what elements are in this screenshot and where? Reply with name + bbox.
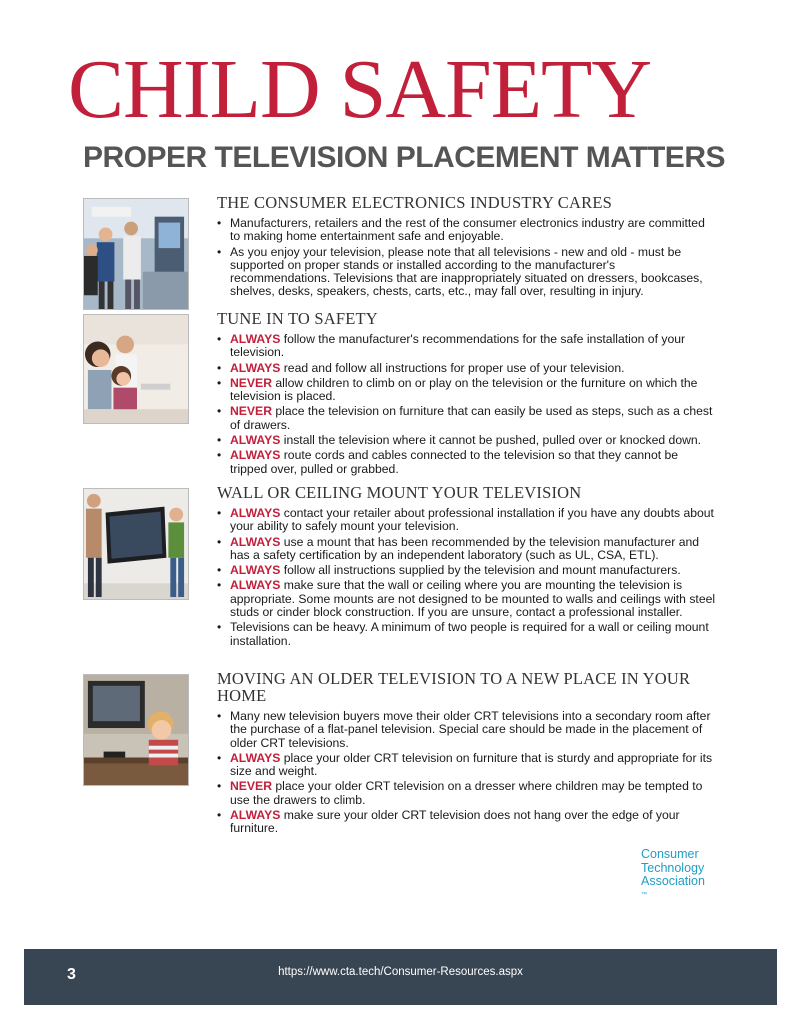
section-heading: TUNE IN TO SAFETY — [217, 309, 378, 328]
logo-line-3 — [641, 875, 705, 902]
section-heading: MOVING AN OLDER TELEVISION TO A NEW PLACE IN YOUR HOME — [217, 669, 691, 705]
item-text: read and follow all instructions for proper use of your television. — [280, 360, 625, 375]
keyword: ALWAYS — [230, 808, 281, 823]
cta-logo — [641, 848, 705, 902]
item-text: route cords and cables connected to the television so that they cannot be tripped over, pulled or grabbed. — [230, 448, 679, 476]
item-text: Televisions can be heavy. A minimum of two people is required for a wall or ceiling mount installation. — [230, 620, 709, 648]
item-text: Manufacturers, retailers and the rest of the consumer electronics industry are committed to making home entertainment safe and enjoyable. — [230, 216, 705, 244]
section-list — [217, 710, 717, 836]
list-item — [217, 377, 717, 404]
keyword: NEVER — [230, 375, 272, 390]
item-text: make sure that the wall or ceiling where you are mounting the television is appropriate. Some mounts are not designed to be mounted to walls and ceilings with steel studs or cinder block construction. If you are unsure, contact a professional installer. — [230, 578, 716, 620]
section-list — [217, 217, 717, 299]
page-title: CHILD SAFETY — [68, 43, 652, 136]
store-shopping-photo — [83, 198, 189, 310]
item-text: place the television on furniture that can easily be used as steps, such as a chest of drawers. — [230, 404, 713, 432]
keyword: ALWAYS — [230, 332, 281, 346]
section-body — [217, 484, 717, 650]
item-text: As you enjoy your television, please note that all televisions - new and old - must be supported on proper stands or installed according to the manufacturer's recommendations. Televisions that are inappropriately situated on dressers, bookcases, shelves, desks, speakers, chests, carts, etc., may fall over, resulting in injury. — [230, 244, 703, 299]
keyword: ALWAYS — [230, 750, 281, 765]
child-with-crt-tv-photo — [83, 674, 189, 786]
list-item — [217, 710, 717, 750]
item-text: install the television where it cannot be pushed, pulled over or knocked down. — [280, 433, 702, 448]
item-text: allow children to climb on or play on the television or the furniture on which the television is placed. — [230, 375, 698, 404]
logo-line-1: Consumer — [641, 847, 699, 861]
trademark-mark: ™ — [641, 891, 647, 898]
item-text: follow the manufacturer's recommendations for the safe installation of your television. — [230, 332, 686, 360]
item-text: place your older CRT television on furniture that is sturdy and appropriate for its size and weight. — [230, 750, 713, 779]
keyword: NEVER — [230, 404, 272, 419]
list-item — [217, 809, 717, 836]
keyword: ALWAYS — [230, 534, 281, 549]
item-text: follow all instructions supplied by the television and mount manufacturers. — [280, 563, 681, 578]
list-item — [217, 405, 717, 432]
list-item — [217, 564, 717, 577]
keyword: ALWAYS — [230, 506, 281, 520]
page-footer — [24, 949, 777, 1005]
section-body — [217, 310, 717, 478]
wall-mount-installation-photo — [83, 488, 189, 600]
list-item — [217, 246, 717, 299]
list-item — [217, 449, 717, 476]
page-number: 3 — [67, 966, 76, 983]
section-list — [217, 507, 717, 648]
list-item — [217, 579, 717, 619]
list-item — [217, 536, 717, 563]
item-text: make sure your older CRT television does not hang over the edge of your furniture. — [230, 808, 680, 836]
list-item — [217, 362, 717, 375]
list-item — [217, 621, 717, 648]
section-heading: THE CONSUMER ELECTRONICS INDUSTRY CARES — [217, 193, 612, 212]
item-text: use a mount that has been recommended by the television manufacturer and has a safety certification by an independent laboratory (such as UL, CSA, ETL). — [230, 534, 700, 562]
logo-line-2: Technology — [641, 860, 705, 875]
section-heading: WALL OR CEILING MOUNT YOUR TELEVISION — [217, 483, 582, 502]
logo-line-3-text: Association — [641, 874, 705, 888]
keyword: ALWAYS — [230, 563, 281, 578]
keyword: ALWAYS — [230, 433, 281, 448]
list-item — [217, 780, 717, 807]
section-body — [217, 670, 717, 838]
keyword: ALWAYS — [230, 448, 281, 463]
keyword: NEVER — [230, 779, 272, 794]
item-text: place your older CRT television on a dresser where children may be tempted to use the drawers to climb. — [230, 779, 703, 807]
item-text: contact your retailer about professional installation if you have any doubts about your ability to safely mount your television. — [230, 506, 714, 534]
page-subtitle: PROPER TELEVISION PLACEMENT MATTERS — [83, 141, 725, 174]
list-item — [217, 434, 717, 447]
item-text: Many new television buyers move their older CRT televisions into a secondary room after the purchase of a flat-panel television. Special care should be made in the placement of older CRT televisions. — [230, 709, 711, 750]
list-item — [217, 752, 717, 779]
family-watching-tv-photo — [83, 314, 189, 424]
section-body — [217, 194, 717, 301]
keyword: ALWAYS — [230, 360, 281, 375]
list-item — [217, 217, 717, 244]
list-item — [217, 333, 717, 360]
section-list — [217, 333, 717, 476]
list-item — [217, 507, 717, 534]
keyword: ALWAYS — [230, 578, 281, 593]
footer-url[interactable]: https://www.cta.tech/Consumer-Resources.aspx — [278, 966, 523, 978]
